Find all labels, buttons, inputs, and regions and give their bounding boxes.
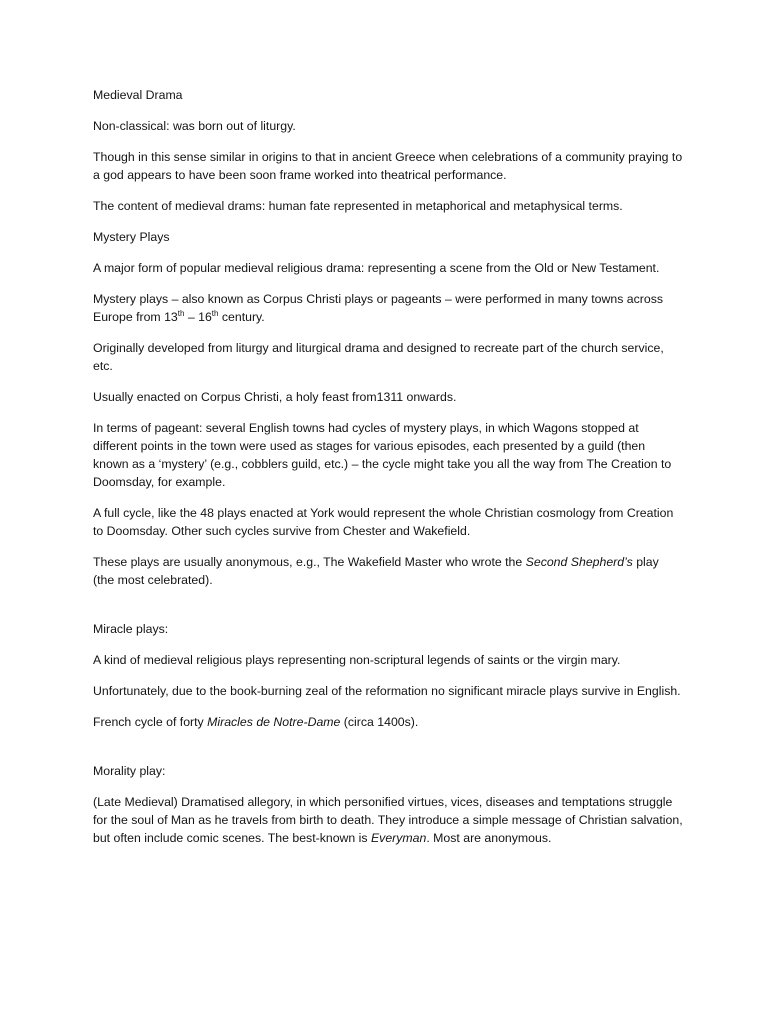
paragraph: A full cycle, like the 48 plays enacted at York would represent the whole Christian cosmology from Creation to Doomsday. Other such cycles survive from Chester and Wakefield. <box>93 506 674 538</box>
paragraph: The content of medieval drams: human fate represented in metaphorical and metaphysical terms. <box>93 199 623 213</box>
document-title: Medieval Drama <box>93 88 183 102</box>
paragraph: Non-classical: was born out of liturgy. <box>93 119 296 133</box>
italic-title: Miracles de Notre-Dame <box>207 715 341 729</box>
paragraph: In terms of pageant: several English towns had cycles of mystery plays, in which Wagons stopped at different points in the town were used as stages for various episodes, each presented by a guild (then known as a ‘mystery’ (e.g., cobblers guild, etc.) – the cycle might take you all the way from The Creation to Doomsday, for example. <box>93 421 672 489</box>
text-run: (circa 1400s). <box>340 715 419 729</box>
text-run: – 16 <box>184 310 212 324</box>
superscript: th <box>211 308 219 318</box>
paragraph: Though in this sense similar in origins to that in ancient Greece when celebrations of a community praying to a god appears to have been soon frame worked into theatrical performance. <box>93 150 683 182</box>
section-heading-mystery: Mystery Plays <box>93 230 170 244</box>
text-run: Mystery plays – also known as Corpus Christi plays or pageants – were performed in many towns across Europe from 13 <box>93 292 663 324</box>
spacer <box>93 602 683 620</box>
text-run: (Late Medieval) Dramatised allegory, in which personified virtues, vices, diseases and temptations struggle for the soul of Man as he travels from birth to death. They introduce a simple message of Christian salvation, but often include comic scenes. The best-known is <box>93 795 683 845</box>
paragraph: A major form of popular medieval religious drama: representing a scene from the Old or New Testament. <box>93 261 660 275</box>
text-run: play (the most celebrated). <box>93 555 659 587</box>
section-heading-miracle: Miracle plays: <box>93 622 169 636</box>
paragraph <box>93 793 683 847</box>
text-run: French cycle of forty <box>93 715 208 729</box>
spacer <box>93 744 683 762</box>
document-page <box>93 86 683 860</box>
paragraph: Usually enacted on Corpus Christi, a holy feast from1311 onwards. <box>93 390 457 404</box>
paragraph <box>93 290 683 326</box>
paragraph <box>93 713 683 731</box>
text-run: . Most are anonymous. <box>426 831 552 845</box>
text-run: century. <box>218 310 265 324</box>
paragraph: Originally developed from liturgy and liturgical drama and designed to recreate part of the church service, etc. <box>93 341 664 373</box>
paragraph: A kind of medieval religious plays representing non-scriptural legends of saints or the virgin mary. <box>93 653 621 667</box>
paragraph <box>93 553 683 589</box>
section-heading-morality: Morality play: <box>93 764 166 778</box>
italic-title: Everyman <box>370 831 427 845</box>
paragraph: Unfortunately, due to the book-burning zeal of the reformation no significant miracle plays survive in English. <box>93 684 681 698</box>
superscript: th <box>177 308 185 318</box>
italic-title: Second Shepherd’s <box>525 555 633 569</box>
text-run: These plays are usually anonymous, e.g., The Wakefield Master who wrote the <box>93 555 526 569</box>
